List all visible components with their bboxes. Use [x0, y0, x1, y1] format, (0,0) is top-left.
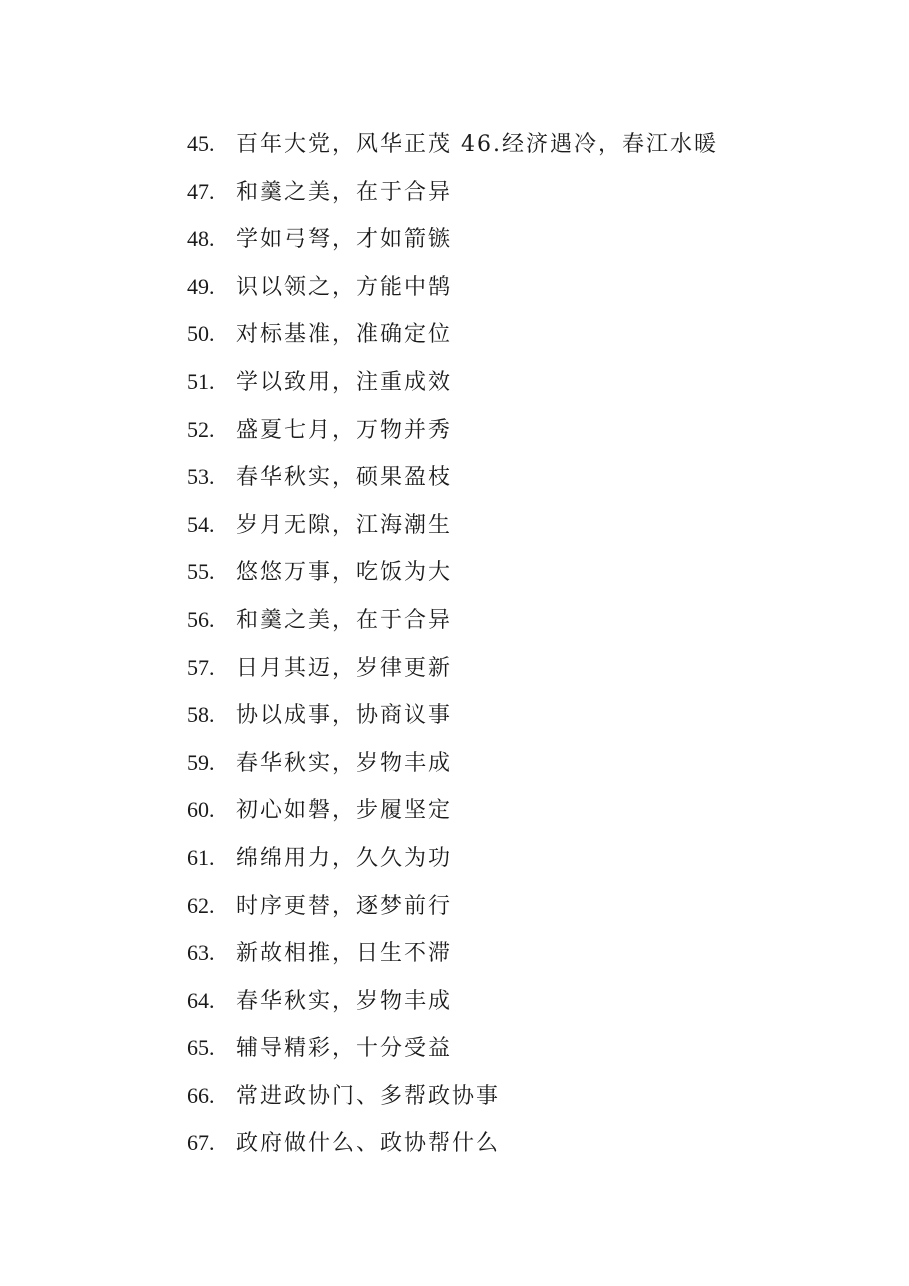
item-number: 45. [187, 131, 215, 156]
item-number: 59. [187, 749, 215, 775]
item-text: 时序更替，逐梦前行 [236, 893, 453, 919]
item-text: 悠悠万事，吃饭为大 [236, 560, 453, 586]
item-text: 初心如磐，步履坚定 [236, 798, 453, 824]
item-number: 65. [187, 1035, 215, 1061]
item-number: 51. [187, 368, 215, 394]
item-number: 56. [187, 606, 215, 632]
item-number: 57. [187, 654, 215, 680]
item-text: 学如弓弩，才如箭镞 [236, 227, 453, 253]
item-text: 和羹之美，在于合异 [236, 607, 453, 633]
list-item [187, 1024, 718, 1072]
list-item [187, 120, 718, 168]
item-text: 盛夏七月，万物并秀 [236, 417, 453, 443]
list-item [187, 739, 718, 787]
list-item [187, 1119, 718, 1167]
item-number: 50. [187, 321, 215, 347]
list-item [187, 644, 718, 692]
item-number: 47. [187, 178, 215, 204]
item-text: 百年大党，风华正茂 46.经济遇冷，春江水暖 [236, 132, 718, 157]
list-item [187, 834, 718, 882]
list-item [187, 977, 718, 1025]
item-text: 协以成事，协商议事 [236, 703, 453, 729]
item-text: 常进政协门、多帮政协事 [236, 1083, 501, 1109]
item-text: 和羹之美，在于合异 [236, 179, 453, 205]
item-number: 62. [187, 892, 215, 918]
item-text: 岁月无隙，江海潮生 [236, 512, 453, 538]
item-text: 日月其迈，岁律更新 [236, 655, 453, 681]
list-item [187, 453, 718, 501]
item-number: 52. [187, 416, 215, 442]
item-number: 60. [187, 797, 215, 823]
item-number: 66. [187, 1082, 215, 1108]
list-item [187, 882, 718, 930]
item-text: 辅导精彩，十分受益 [236, 1036, 453, 1062]
list-item [187, 596, 718, 644]
list-item [187, 263, 718, 311]
item-number: 53. [187, 464, 215, 490]
list-item [187, 168, 718, 216]
item-text: 春华秋实，岁物丰成 [236, 750, 453, 776]
list-item [187, 310, 718, 358]
item-text: 绵绵用力，久久为功 [236, 845, 453, 871]
item-text: 新故相推，日生不滞 [236, 941, 453, 967]
item-number: 61. [187, 844, 215, 870]
list-item [187, 406, 718, 454]
item-text: 识以领之，方能中鹄 [236, 274, 453, 300]
item-text: 春华秋实，硕果盈枝 [236, 465, 453, 491]
item-number: 49. [187, 273, 215, 299]
item-number: 64. [187, 987, 215, 1013]
item-number: 67. [187, 1130, 215, 1156]
item-text: 政府做什么、政协帮什么 [236, 1131, 501, 1157]
item-number: 58. [187, 702, 215, 728]
item-text: 学以致用，注重成效 [236, 369, 453, 395]
list-item [187, 548, 718, 596]
numbered-list [187, 120, 718, 1167]
list-item [187, 358, 718, 406]
item-number: 54. [187, 511, 215, 537]
item-text: 对标基准，准确定位 [236, 322, 453, 348]
list-item [187, 786, 718, 834]
list-item [187, 691, 718, 739]
item-number: 63. [187, 940, 215, 966]
list-item [187, 501, 718, 549]
item-text: 春华秋实，岁物丰成 [236, 988, 453, 1014]
list-item [187, 929, 718, 977]
list-item [187, 215, 718, 263]
list-item [187, 1072, 718, 1120]
item-number: 48. [187, 226, 215, 252]
item-number: 55. [187, 559, 215, 585]
